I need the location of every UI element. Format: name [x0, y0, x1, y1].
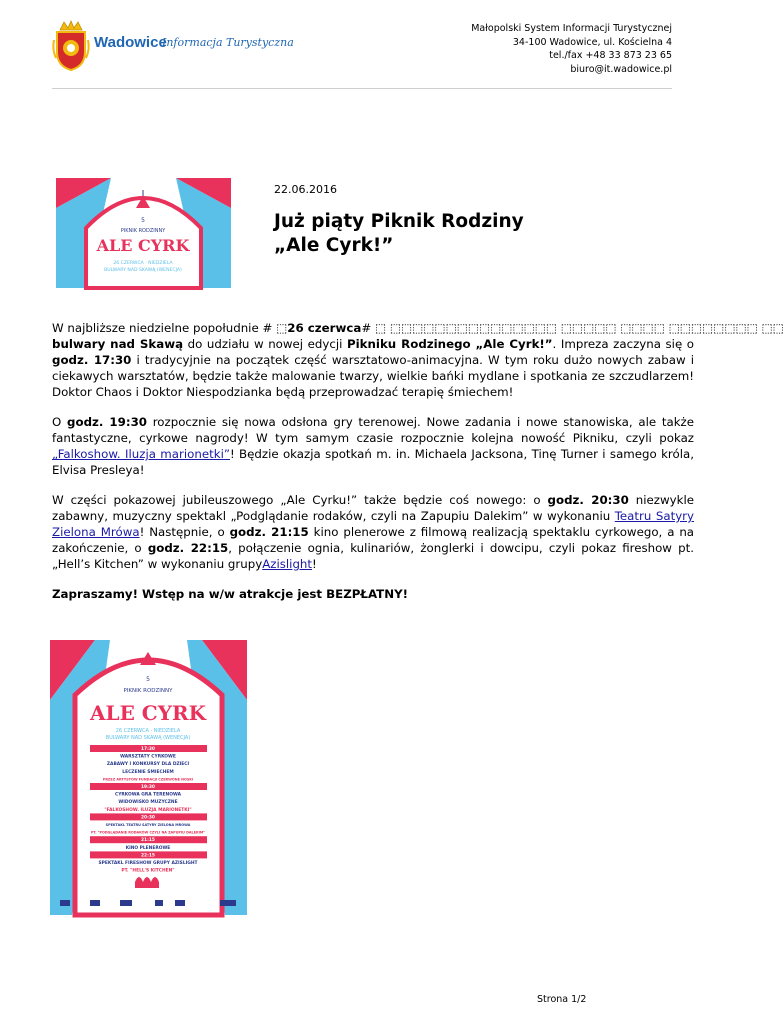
sponsor-logo — [175, 900, 185, 906]
poster-programme-row: SPEKTAKL FIRESHOW GRUPY AZISLIGHT — [98, 861, 198, 866]
p3-text: ! — [312, 557, 317, 571]
p3-bold-time: godz. 20:30 — [547, 493, 629, 507]
contact-phone: tel./fax +48 33 873 23 65 — [549, 50, 672, 61]
wadowice-logo — [52, 20, 294, 76]
p1-text: . Impreza zaczyna się o — [552, 337, 694, 351]
sponsor-logo — [220, 900, 236, 906]
poster-programme-row: KINO PLENEROWE — [125, 845, 171, 851]
poster-programme-row: 19:30 — [141, 785, 155, 790]
banner-arc-text: PIKNIK RODZINNY — [120, 228, 166, 234]
p1-text: i tradycyjnie na początek część warsztatowo-animacyjna. W tym roku dużo nowych zabaw i ciekawych warsztatów, będzie także malowanie twarzy, wielkie bańki mydlane i spotkania ze szczudlarzem! Doktor Chaos i Doktor Niespodzianka będą przeprowadzać terapię śmiechem! — [52, 353, 695, 399]
contact-email[interactable]: biuro@it.wadowice.pl — [570, 63, 672, 75]
sponsor-logo — [90, 900, 100, 906]
poster-number: 5 — [146, 676, 150, 683]
poster-programme-row: 22:15 — [141, 853, 155, 859]
header-divider — [52, 88, 672, 89]
article-title-line2: „Ale Cyrk!” — [274, 235, 394, 256]
p1-bold-date: 26 czerwca — [287, 321, 362, 335]
p3-text: , połączenie ognia, kulinariów, żonglerki i dowcipu, czyli pokaz fireshow pt. „Hell’s Kitchen” w wykonaniu grupy — [52, 541, 695, 571]
p3-text: kino plenerowe z filmową realizacją spektaklu cyrkowego, a na zakończenie, o — [52, 525, 695, 555]
sponsor-logo — [155, 900, 163, 906]
banner-date-line: 26 CZERWCA · NIEDZIELA — [113, 261, 173, 266]
banner-place-line: BULWARY NAD SKAWĄ (WENECJA) — [104, 268, 182, 273]
event-poster — [50, 640, 247, 915]
logo-subtitle: Informacja Turystyczna — [162, 36, 294, 49]
teatr-link[interactable]: Teatru Satyry Zielona Mrówa — [52, 509, 695, 539]
banner-number: 5 — [141, 217, 145, 224]
p2-text: O — [52, 415, 68, 429]
p2-text: ! Będzie okazja spotkań m. in. Michaela Jacksona, Tinę Turner i samego króla, Elvisa Presleya! — [52, 447, 694, 477]
azislight-link[interactable]: Azislight — [262, 557, 313, 571]
paragraph-3 — [52, 492, 694, 572]
poster-programme-row: WARSZTATY CYRKOWE — [120, 754, 176, 760]
poster-title: ALE CYRK — [90, 701, 206, 725]
p1-text-a: W najbliższe niedzielne popołudnie # ⬚ — [52, 321, 288, 335]
ale-cyrk-banner — [56, 178, 231, 288]
paragraph-2 — [52, 414, 694, 478]
poster-programme-row: PRZEZ ARTYSTÓW FUNDACJI CZERWONE NOSKI — [102, 777, 194, 782]
p3-text: W części pokazowej jubileuszowego „Ale Cyrku!” także będzie coś nowego: o — [52, 493, 548, 507]
poster-place-line: BULWARY NAD SKAWĄ (WENECJA) — [105, 735, 191, 741]
p1-text: do udziału w nowej edycji — [183, 337, 347, 351]
p3-text: ! Następnie, o — [139, 525, 230, 539]
p1-bold-time: godz. 17:30 — [52, 353, 132, 367]
paragraph-4 — [52, 586, 694, 602]
contact-organization: Małopolski System Informacji Turystycznej — [471, 23, 672, 34]
poster-programme-row: 20:30 — [141, 815, 155, 821]
crest-icon — [52, 20, 90, 72]
contact-address: 34-100 Wadowice, ul. Kościelna 4 — [512, 36, 672, 48]
poster-programme-row: SPEKTAKL TEATRU SATYRY ZIELONA MRÓWA — [105, 823, 191, 827]
paragraph-1-first-line — [52, 320, 784, 336]
p3-text: niezwykle zabawny, muzyczny spektakl „Podglądanie rodaków, czyli na Zapupiu Dalekim” w wykonaniu — [52, 493, 694, 523]
p3-bold-time: godz. 22:15 — [147, 541, 229, 555]
p3-bold-time: godz. 21:15 — [229, 525, 309, 539]
poster-programme-row: "FALKOSHOW. ILUZJA MARIONETKI" — [104, 807, 192, 813]
poster-programme-row: 21:15 — [141, 838, 155, 844]
falkoshow-link[interactable]: „Falkoshow. Iluzja marionetki” — [52, 447, 230, 461]
poster-programme-row: 17:30 — [141, 747, 155, 752]
p2-text: rozpocznie się nowa odsłona gry terenowej. Nowe zadania i nowe stanowiska, ale także fantastyczne, cyrkowe nagrody! W tym samym czasie rozpocznie kolejna nowość Pikniku, czyli pokaz — [52, 415, 694, 445]
poster-date-line: 26 CZERWCA · NIEDZIELA — [115, 728, 181, 734]
article-title — [274, 210, 524, 258]
p1-bold-event: Pikniku Rodzinego „Ale Cyrk!” — [346, 337, 553, 351]
article-body — [52, 320, 784, 616]
article-date: 22.06.2016 — [274, 183, 337, 196]
paragraph-1 — [52, 336, 694, 400]
banner-title: ALE CYRK — [96, 236, 190, 255]
poster-programme-row: ZABAWY I KONKURSY DLA DZIECI — [106, 762, 190, 768]
p1-text-b: # ⬚ ⬚⬚⬚⬚⬚⬚⬚⬚⬚⬚⬚⬚⬚⬚⬚ ⬚⬚⬚⬚⬚ ⬚⬚⬚⬚ ⬚⬚⬚⬚⬚⬚⬚⬚ ⬚⬚ — [361, 321, 784, 335]
poster-arc-text: PIKNIK RODZINNY — [123, 688, 173, 694]
sponsor-logo — [60, 900, 70, 906]
poster-programme-row: CYRKOWA GRA TERENOWA — [114, 792, 182, 798]
p1-bold-place: bulwary nad Skawą — [52, 337, 184, 351]
poster-programme-row: LECZENIE ŚMIECHEM — [122, 769, 174, 775]
invitation-text: Zapraszamy! Wstęp na w/w atrakcje jest BEZPŁATNY! — [52, 587, 409, 601]
poster-programme-row: PT. "PODGLĄDANIE RODAKÓW CZYLI NA ZAPUPIU DALEKIM" — [90, 830, 206, 835]
poster-flame-icon — [135, 877, 159, 888]
sponsor-logo — [120, 900, 132, 906]
poster-programme-row: PT. "HELL'S KITCHEN" — [121, 868, 175, 874]
contact-block — [471, 22, 672, 76]
page-number: Strona 1/2 — [537, 994, 587, 1005]
p2-bold-time: godz. 19:30 — [67, 415, 147, 429]
article-title-line1: Już piąty Piknik Rodziny — [274, 211, 524, 232]
poster-programme-row: WIDOWISKO MUZYCZNE — [118, 800, 178, 806]
logo-wordmark: Wadowice — [94, 34, 167, 51]
